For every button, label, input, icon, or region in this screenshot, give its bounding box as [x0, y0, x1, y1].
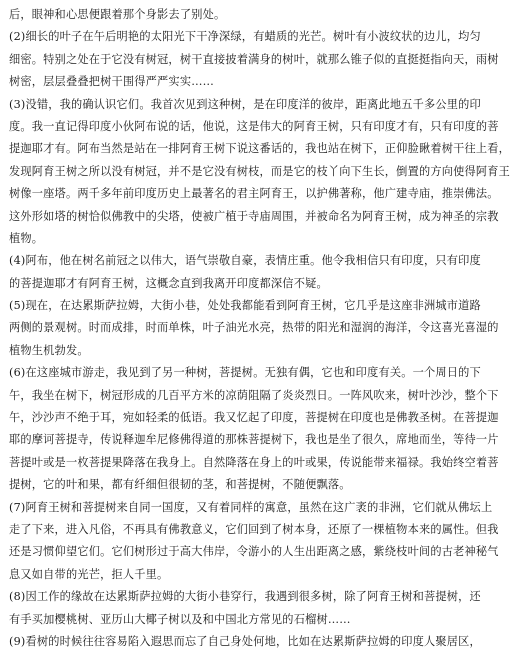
- text-line: (6)在这座城市游走，我见到了另一种树，菩提树。无独有偶，它也和印度有关。一个周日的下: [9, 366, 481, 380]
- text-line: 植物。: [9, 231, 44, 245]
- text-line: 耶的摩诃菩提寺，传说释迦牟尼修佛得道的那株菩提树下，我也是坐了很久，席地而坐，等待一片: [9, 433, 499, 447]
- text-line: 这外形如塔的树恰似佛教中的尖塔，使被广植于寺庙周围，并被命名为阿育王树，成为神圣的宗教: [9, 209, 499, 223]
- paragraph: [9, 4, 442, 26]
- paragraph: [9, 26, 499, 93]
- text-line: 提迦耶才有。阿布当然是站在一排阿育王树下说这番话的，我也站在树下，正仰脸瞅着树干往上看，: [9, 142, 510, 156]
- text-line: 有手买加樱桃树、亚历山大椰子树以及和中国北方常见的石榴树……: [9, 612, 351, 626]
- text-line: 提树，它的叶和果，都有纤细但很韧的茎，和菩提树，不随便飘落。: [9, 478, 351, 492]
- text-line: 两侧的景观树。时而成排，时而单株，叶子油光水亮，热带的阳光和湿润的海洋，令这喜光喜湿的: [9, 321, 499, 335]
- text-line: 树像一座塔。两千多年前印度历史上最著名的君主阿育王，以护佛著称，他广建寺庙，推崇佛法。: [9, 187, 499, 201]
- text-line: 发现阿育王树之所以没有树冠，并不是它没有树枝，而是它的枝丫向下生长，倒置的方向使得阿育王: [9, 164, 510, 178]
- text-line: (9)看树的时候往往容易陷入遐思而忘了自己身处何地，比如在达累斯萨拉姆的印度人聚居区，: [9, 634, 481, 648]
- text-line: (2)细长的叶子在午后明艳的太阳光下干净深绿，有蜡质的光芒。树叶有小波纹状的边儿，均匀: [9, 30, 481, 44]
- text-line: 午，沙沙声不绝于耳，宛如轻柔的低语。我又忆起了印度，菩提树在印度也是佛教圣树。在菩提迦: [9, 411, 499, 425]
- text-line: 息又如自带的光芒，拒人千里。: [9, 567, 169, 581]
- text-line: (5)现在，在达累斯萨拉姆，大街小巷，处处我都能看到阿育王树，它几乎是这座非洲城市道路: [9, 299, 481, 313]
- text-line: (4)阿布，他在树名前冠之以伟大，语气崇敬自豪，表情庄重。他令我相信只有印度，只有印度: [9, 254, 481, 268]
- paragraph: [9, 586, 481, 631]
- text-line: 度。我一直记得印度小伙阿布说的话，他说，这是伟大的阿育王树，只有印度才有，只有印度的菩: [9, 119, 499, 133]
- text-line: 树密，层层叠叠把树干围得严严实实……: [9, 75, 214, 89]
- text-line: (7)阿育王树和菩提树来自同一国度，又有着同样的寓意，虽然在这广袤的非洲，它们就从佛坛上: [9, 500, 493, 514]
- text-line: 还是习惯仰望它们。它们树形过于高大伟岸，令游小的人生出距离之感，紫绕枝叶间的古老神秘气: [9, 545, 499, 559]
- paragraph: [9, 295, 499, 362]
- paragraph: [9, 497, 499, 587]
- text-line: 菩提叶或是一枚菩提果降落在我身上。自然降落在身上的叶或果，传说能带来福禄。我始终空着菩: [9, 455, 499, 469]
- text-line: 细密。特别之处在于它没有树冠，树干直接披着满身的树叶，就那么锥子似的直挺挺指向天，雨树: [9, 52, 499, 66]
- paragraph: [9, 631, 481, 653]
- text-line: 的菩提迦耶才有阿育王树，这概念直到我离开印度都深信不疑。: [9, 276, 328, 290]
- text-line: (8)因工作的缘故在达累斯萨拉姆的大街小巷穿行，我遇到很多树，除了阿育王树和菩提树，还: [9, 590, 481, 604]
- paragraph: [9, 250, 481, 295]
- paragraph: [9, 94, 510, 251]
- text-line: 植物生机勃发。: [9, 343, 89, 357]
- text-line: 午，我坐在树下，树冠形成的几百平方米的凉荫阻隔了炎炎烈日。一阵风吹来，树叶沙沙，整个下: [9, 388, 499, 402]
- text-line: 后，眼神和心思便跟着那个身影去了别处。: [9, 8, 226, 21]
- paragraph: [9, 362, 499, 496]
- text-line: 走了下来，进入凡俗，不再具有佛教意义，它们回到了树本身，还原了一棵植物本来的属性。但我: [9, 522, 499, 536]
- text-line: (3)没错，我的确认识它们。我首次见到这种树，是在印度洋的彼岸，距离此地五千多公里的印: [9, 97, 481, 111]
